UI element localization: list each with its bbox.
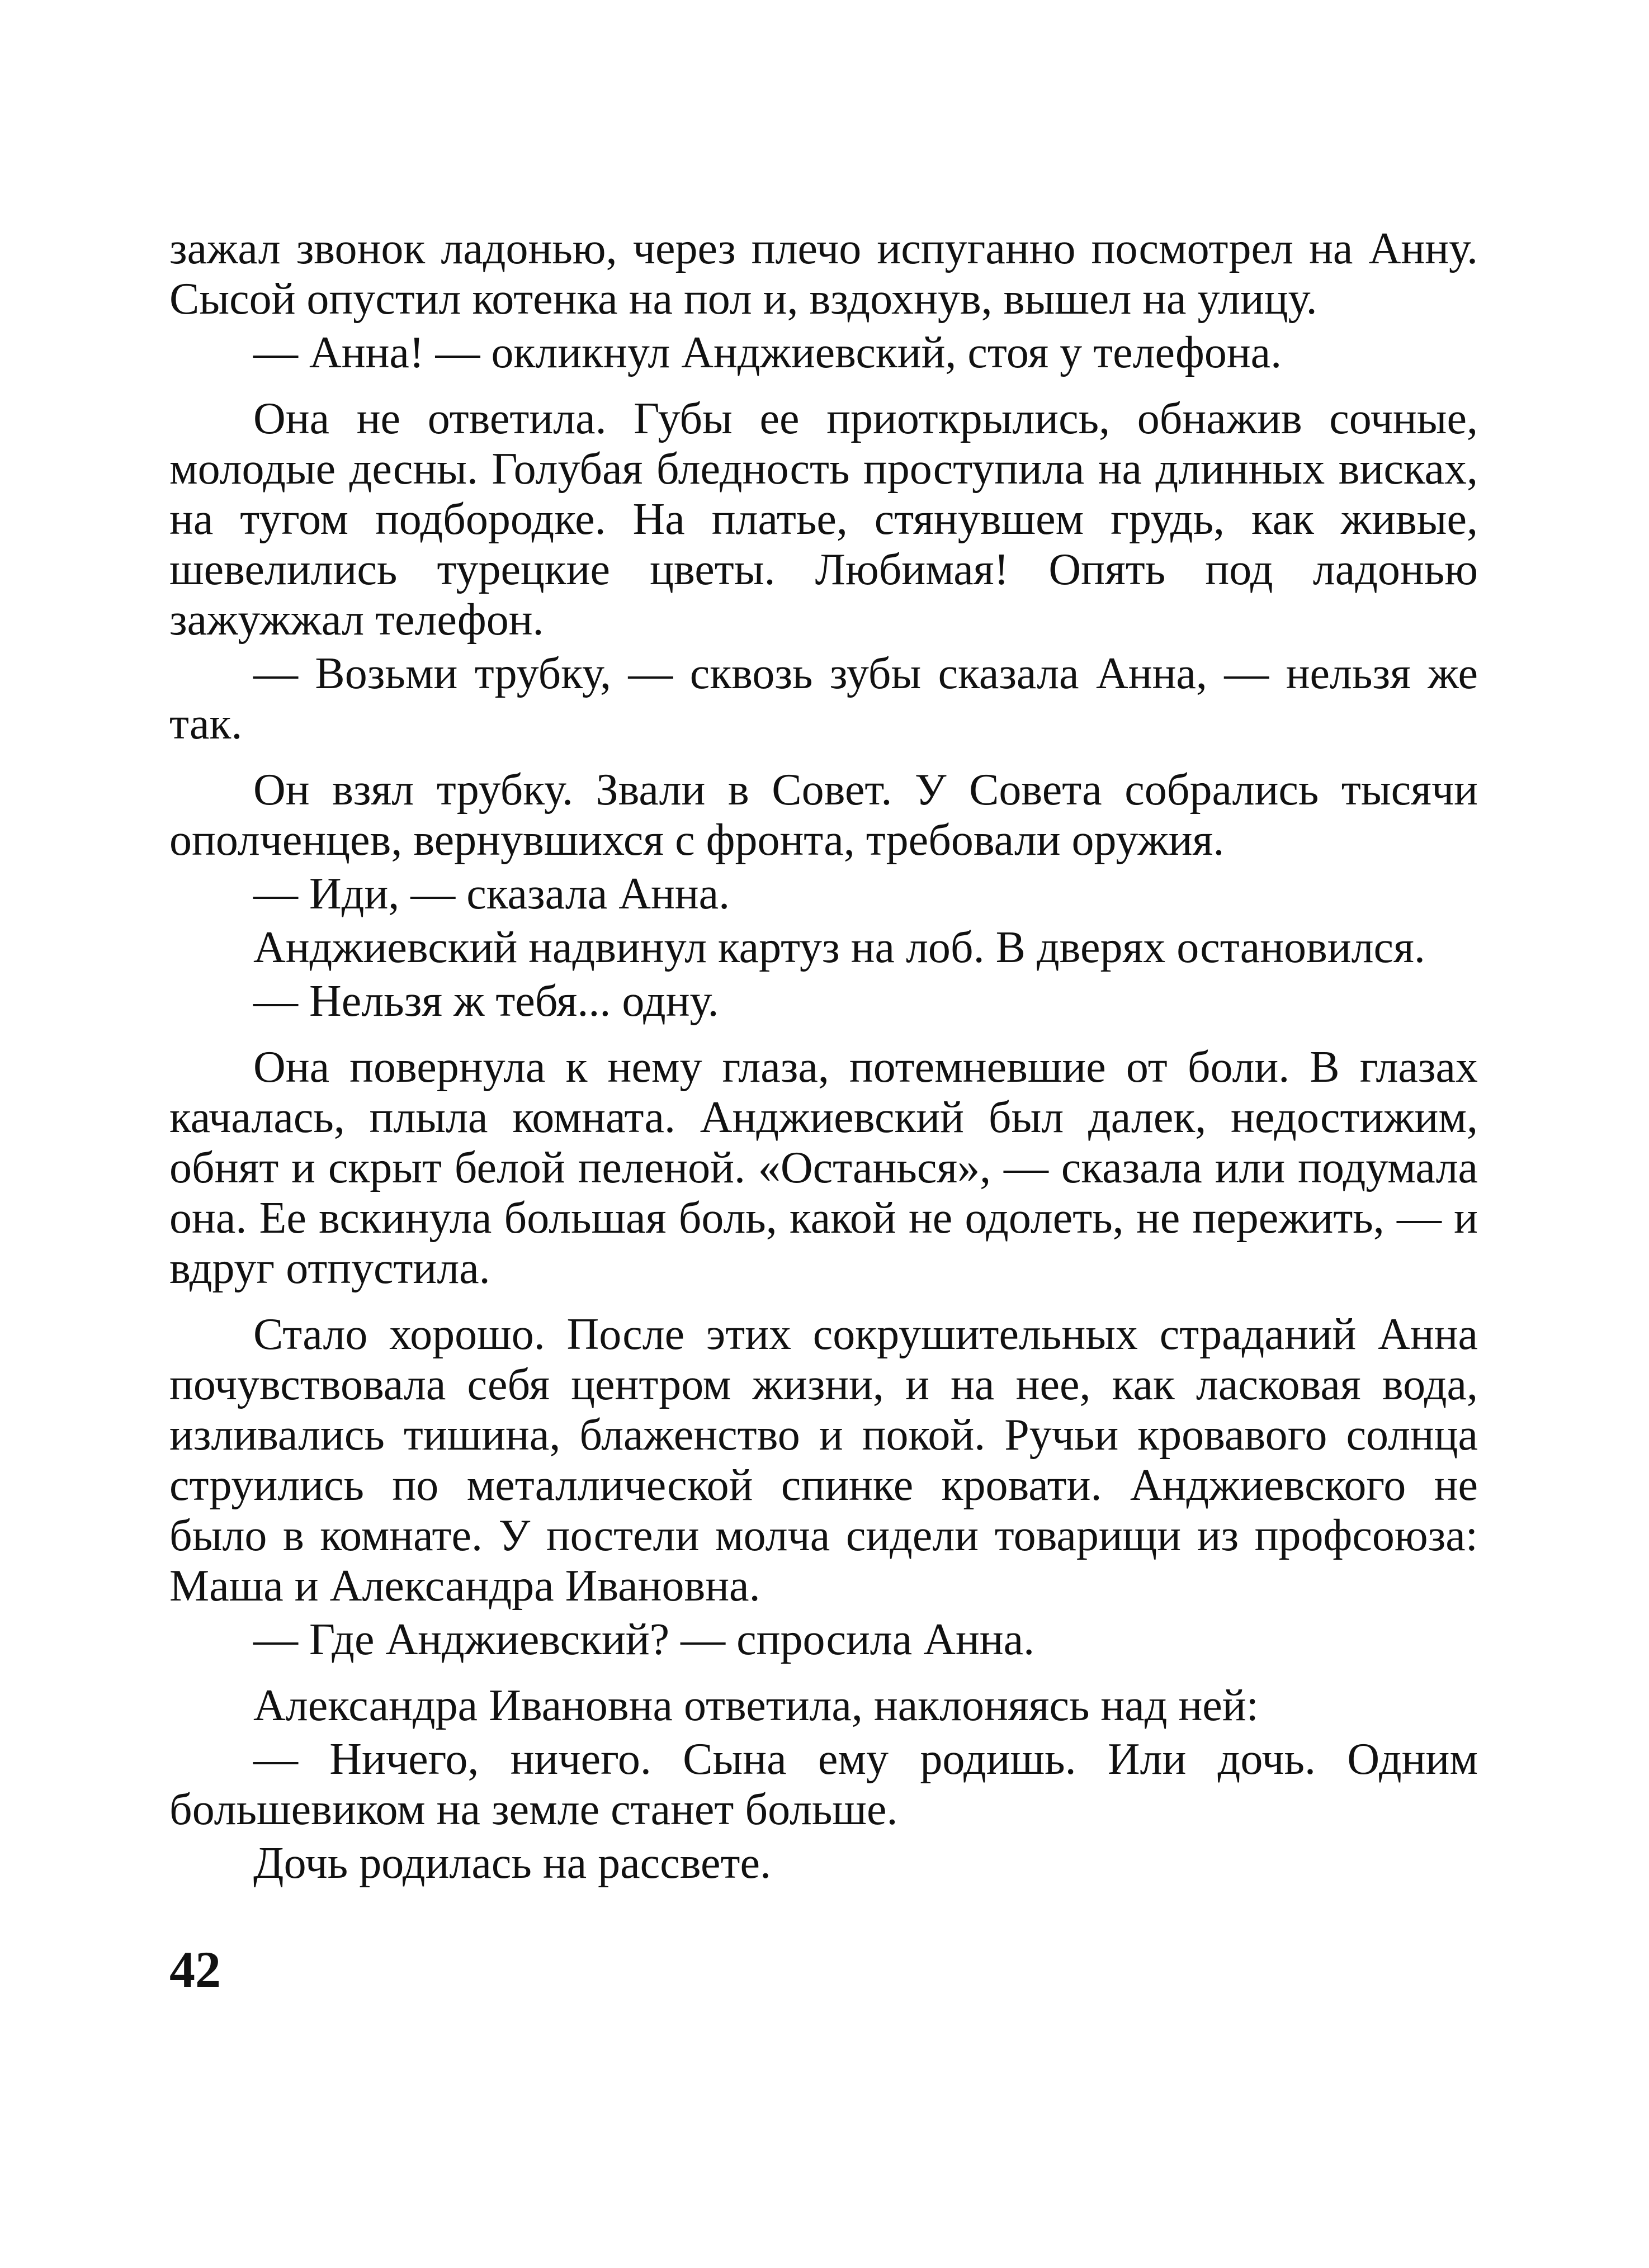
paragraph-dialogue: — Где Анджиевский? — спросила Анна. — [253, 1615, 1035, 1664]
paragraph: Анджиевский надвинул картуз на лоб. В дверях остановился. — [253, 923, 1425, 972]
paragraph: Она повернула к нему глаза, потемневшие от боли. В глазах качалась, плыла комната. Анджиевский был далек, недостижим, обнят и скрыт белой пеленой. «Останься», — сказала или подумала она. Ее вскинула большая боль, какой не одолеть, не пережить, — и вдруг отпустила. — [169, 1043, 1478, 1293]
paragraph: Дочь родилась на рассвете. — [253, 1839, 771, 1888]
paragraph-dialogue: — Возьми трубку, — сквозь зубы сказала Анна, — нельзя же так. — [169, 649, 1478, 749]
paragraph-dialogue: — Нельзя ж тебя... одну. — [253, 977, 719, 1026]
paragraph-dialogue: — Ничего, ничего. Сына ему родишь. Или дочь. Одним большевиком на земле станет больше. — [169, 1735, 1478, 1834]
paragraph-dialogue: — Анна! — окликнул Анджиевский, стоя у телефона. — [253, 328, 1282, 377]
paragraph: Она не ответила. Губы ее приоткрылись, обнажив сочные, молодые десны. Голубая бледность проступила на длинных висках, на тугом подбородке. На платье, стянувшем грудь, как живые, шевелились турецкие цветы. Любимая! Опять под ладонью зажужжал телефон. — [169, 394, 1478, 645]
paragraph-continuation: зажал звонок ладонью, через плечо испуганно посмотрел на Анну. Сысой опустил котенка на пол и, вздохнув, вышел на улицу. — [169, 224, 1478, 324]
page-number: 42 — [169, 1941, 221, 1998]
body-text — [169, 224, 1478, 1904]
paragraph-dialogue: — Иди, — сказала Анна. — [253, 869, 730, 918]
paragraph: Он взял трубку. Звали в Совет. У Совета собрались тысячи ополченцев, вернувшихся с фронта, требовали оружия. — [169, 765, 1478, 865]
paragraph: Александра Ивановна ответила, наклоняясь над ней: — [253, 1681, 1259, 1730]
paragraph: Стало хорошо. После этих сокрушительных страданий Анна почувствовала себя центром жизни, и на нее, как ласковая вода, изливались тишина, блаженство и покой. Ручьи кровавого солнца струились по металлической спинке кровати. Анджиевского не было в комнате. У постели молча сидели товарищи из профсоюза: Маша и Александра Ивановна. — [169, 1310, 1478, 1611]
